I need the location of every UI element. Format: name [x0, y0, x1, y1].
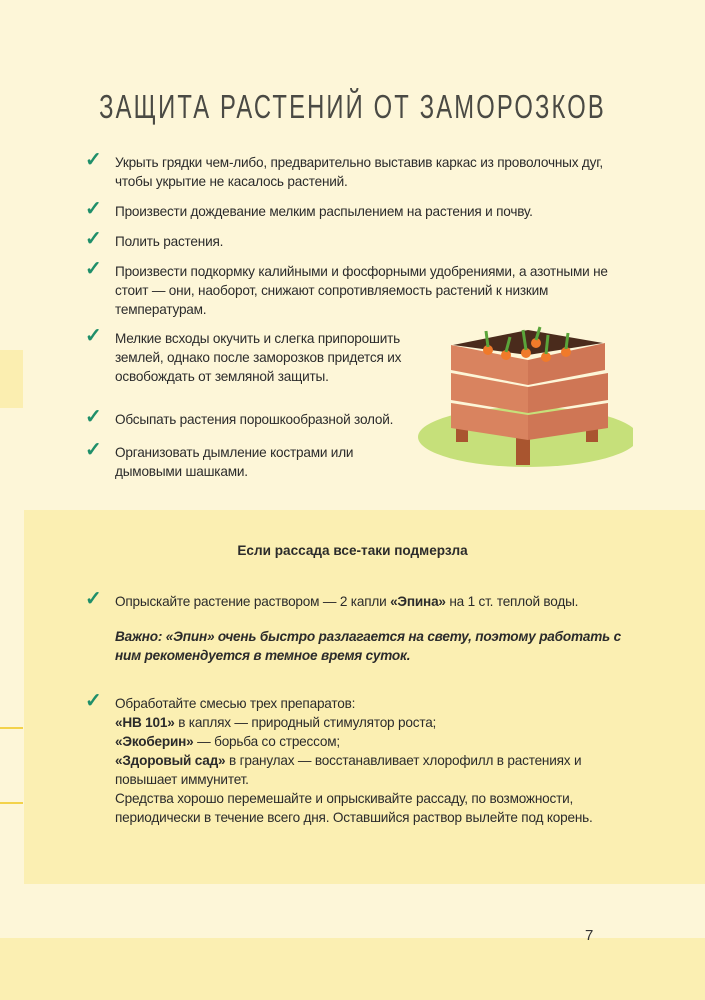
list-item: ✓ Мелкие всходы окучить и слегка припорошить землей, однако после заморозков придется их освобождать от земляной защиты. [85, 325, 402, 384]
check-icon: ✓ [85, 439, 102, 461]
check-icon: ✓ [85, 228, 102, 250]
check-icon: ✓ [85, 325, 102, 347]
important-note: Важно: «Эпин» очень быстро разлагается на свету, поэтому работать с ним рекомендуется в темное время суток. [115, 629, 621, 663]
side-line [0, 727, 23, 729]
check-icon: ✓ [85, 690, 102, 712]
page-number: 7 [585, 927, 594, 944]
list-item: ✓ Обработайте смесью трех препаратов: «НВ 101» в каплях — природный стимулятор роста; «Экоберин» — борьба со стрессом; «Здоровый сад» в гранулах — восстанавливает хлорофилл в растениях и повышает иммунитет. Средства хорошо перемешайте и опрыскивайте рассаду, по возможности, периодически в течение всего дня. Оставшийся раствор вылейте под корень. [85, 690, 593, 825]
list-item: ✓ Произвести дождевание мелким распылением на растения и почву. [85, 198, 533, 220]
list-item: ✓ Произвести подкормку калийными и фосфорными удобрениями, а азотными не стоит — они, наоборот, снижают сопротивляемость растений к низким температурам. [85, 258, 608, 317]
check-icon: ✓ [85, 198, 102, 220]
list-item: ✓ Полить растения. [85, 228, 224, 250]
footer-band [0, 938, 705, 1000]
side-line [0, 802, 23, 804]
check-icon: ✓ [85, 588, 102, 610]
list-item: ✓ Обсыпать растения порошкообразной золой. [85, 406, 394, 428]
list-item: ✓ Организовать дымление кострами или дымовыми шашками. [85, 439, 354, 479]
raised-bed-illustration [418, 325, 633, 470]
list-item: ✓ Укрыть грядки чем-либо, предварительно выставив каркас из проволочных дуг, чтобы укрытие не касалось растений. [85, 149, 603, 189]
section-title: Если рассада все-таки подмерзла [237, 543, 468, 558]
side-tab [0, 350, 23, 408]
check-icon: ✓ [85, 149, 102, 171]
page-title: ЗАЩИТА РАСТЕНИЙ ОТ ЗАМОРОЗКОВ [99, 88, 606, 125]
check-icon: ✓ [85, 258, 102, 280]
check-icon: ✓ [85, 406, 102, 428]
list-item: ✓ Опрыскайте растение раствором — 2 капли «Эпина» на 1 ст. теплой воды. [85, 588, 579, 610]
